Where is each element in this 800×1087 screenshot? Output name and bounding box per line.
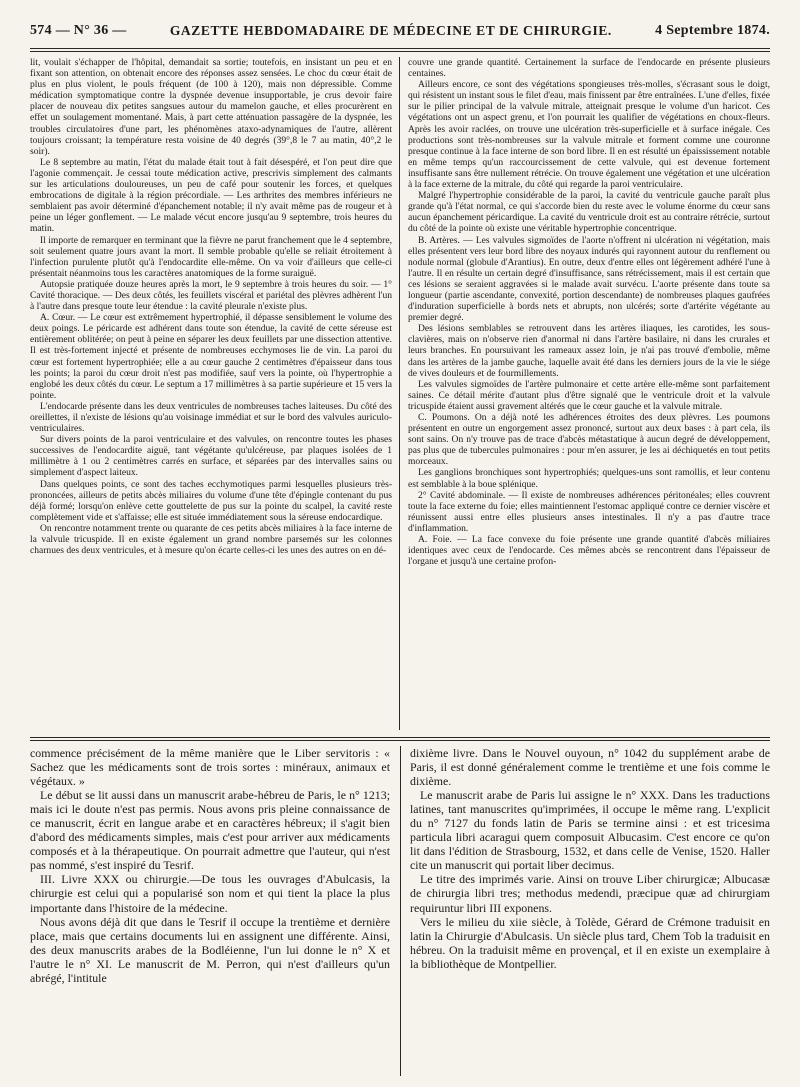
paragraph: Nous avons déjà dit que dans le Tesrif il occupe la trentième et dernière place, mais que certains documents lui en assignent une différente. Ainsi, des deux manuscrits arabes de la Bodléienne, l'un lui donne le n° X et l'autre le n° XI. Le manuscrit de M. Perron, qui n'est d'ailleurs qu'un abrégé, l'intitule bbox=[30, 914, 390, 985]
paragraph: Les ganglions bronchiques sont hypertrophiés; quelques-uns sont ramollis, et leur contenu est semblable à la boue splénique. bbox=[408, 467, 770, 490]
page-number: 574 — N° 36 — bbox=[30, 23, 127, 38]
paragraph: 2° Cavité abdominale. — Il existe de nombreuses adhérences péritonéales; elles couvrent toute la face externe du foie; elles maintiennent l'estomac appliqué contre ce dernier viscère et réunissent aussi entre elles plusieurs anses intestinales. Il n'y a pas d'autre trace d'inflammation. bbox=[408, 489, 770, 534]
paragraph: lit, voulait s'échapper de l'hôpital, demandait sa sortie; toutefois, en insistant un peu et en fixant son attention, on obtenait encore des réponses assez sensées. Le choc du cœur était de plus en plus violent, le pouls fréquent (de 100 à 120), mais non dépressible. Comme médication symptomatique contre la dyspnée devenue insupportable, je crus devoir faire placer de nouveau dix petites sangsues autour du mamelon gauche, et elles procurèrent en effet un soulagement momentané. Mais, à part cette atténuation passagère de la dyspnée, les troubles circulatoires d'une part, les phénomènes ataxo-adynamiques de l'autre, allèrent toujours croissant; la température resta voisine de 40 degrés (39°,8 le 7 au matin, 40°,2 le soir). bbox=[30, 57, 392, 157]
issue-date: 4 Septembre 1874. bbox=[655, 23, 770, 38]
paragraph: A. Foie. — La face convexe du foie présente une grande quantité d'abcès miliaires identiques avec ceux de l'endocarde. Ces mêmes abcès se rencontrent dans l'épaisseur de l'organe et jusqu'à une certaine profon- bbox=[408, 534, 770, 568]
header-rule bbox=[30, 48, 770, 49]
paragraph: III. Livre XXX ou chirurgie.—De tous les ouvrages d'Abulcasis, la chirurgie est celui qui a popularisé son nom et qui tient la place la plus importante dans l'histoire de la médecine. bbox=[30, 872, 390, 915]
paragraph: dixième livre. Dans le Nouvel ouyoun, n° 1042 du supplément arabe de Paris, il est donné généralement comme le trentième et une fois comme le dixième. bbox=[410, 746, 770, 789]
paragraph: Vers le milieu du xiie siècle, à Tolède, Gérard de Crémone traduisit en latin la Chirurgie d'Abulcasis. Un siècle plus tard, Chem Tob la traduisit en hébreu. On la traduisit même en provençal, et il en existe un exemplaire à la bibliothèque de Montpellier. bbox=[410, 914, 770, 971]
paragraph: On rencontre notamment trente ou quarante de ces petits abcès miliaires à la face interne de la valvule tricuspide. Il en existe également un grand nombre parsemés sur les colonnes charnues des deux ventricules, et à mesure qu'on écarte celles-ci les unes des autres on en dé- bbox=[30, 522, 392, 557]
paragraph: A. Cœur. — Le cœur est extrêmement hypertrophié, il dépasse sensiblement le volume des deux poings. Le péricarde est adhérent dans toute son étendue, la cavité de cette séreuse est entièrement oblitérée; on peut à peine en séparer les deux feuillets par une dissection attentive. Il est très-fortement injecté et présente de nombreuses ecchymoses lie de vin. La paroi du cœur est fortement hypertrophiée; elle a au cœur gauche 2 centimètres d'épaisseur dans tous les points; la paroi du cœur droit n'est pas modifiée, sauf vers la pointe, où l'hypertrophie a englobé les deux côtés du cœur. Le septum a 17 millimètres à sa partie supérieure et 15 vers la pointe. bbox=[30, 312, 392, 401]
paragraph: Les valvules sigmoïdes de l'artère pulmonaire et cette artère elle-même sont parfaitement saines. Ce détail mérite d'autant plus d'être signalé que le ventricule droit et la valvule tricuspide étaient aussi gravement altérés que le cœur gauche et la valvule mitrale. bbox=[408, 378, 770, 412]
lower-left-column bbox=[30, 746, 390, 1076]
upper-right-column bbox=[408, 57, 770, 730]
lower-right-column bbox=[410, 746, 770, 1076]
paragraph: Il importe de remarquer en terminant que la fièvre ne parut franchement que le 4 septembre, soit seulement quatre jours avant la mort. Il semble probable qu'elle se reliait étroitement à l'infection purulente plutôt qu'à l'endocardite elle-même. On va voir d'ailleurs que celle-ci présentait néanmoins tous les caractères anatomiques de la forme suraiguë. bbox=[30, 234, 392, 279]
paragraph: couvre une grande quantité. Certainement la surface de l'endocarde en présente plusieurs centaines. bbox=[408, 57, 770, 80]
column-divider bbox=[400, 746, 401, 1076]
paragraph: B. Artères. — Les valvules sigmoïdes de l'aorte n'offrent ni ulcération ni végétation, mais elles présentent vers leur bord libre des noyaux indurés qui rayonnent autour du renflement ou nodule normal (globule d'Arantius). En outre, deux d'entre elles ont légèrement adhéré l'une à l'autre. Il en résulte un certain degré d'insuffisance, sans rétrécissement, mais il est certain que ces lésions se seraient aggravées si le malade avait survécu. L'aorte présente dans toute sa longueur (partie ascendante, convexité, portion descendante) de nombreuses plaques gaufrées d'induration superficielle à bords nets et abrupts, non ulcérés; sorte d'artérite végétante au premier degré. bbox=[408, 234, 770, 324]
header-rule-thin bbox=[30, 51, 770, 52]
paragraph: Le 8 septembre au matin, l'état du malade était tout à fait désespéré, et l'on peut dire que l'agonie commençait. Je cessai toute médication active, prescrivis simplement des calmants sur les articulations douloureuses, un peu de café pour soutenir les forces, et quelques embrocations de digitale à la région précordiale. — Les arthrites des membres inférieurs ne semblaient pas avoir déterminé d'épanchement notable; il n'y avait même pas de rougeur et à peine un léger gonflement. — Le malade vécut encore jusqu'au 9 septembre, trois heures du matin. bbox=[30, 156, 392, 235]
paragraph: Le titre des imprimés varie. Ainsi on trouve Liber chirurgicæ; Albucasæ de chirurgia libri tres; methodus medendi, præcipue quæ ad chirurgiam requiruntur libri III exponens. bbox=[410, 872, 770, 915]
section-rule-thin bbox=[30, 740, 770, 741]
page-header bbox=[30, 16, 770, 46]
upper-left-column bbox=[30, 57, 392, 730]
section-rule bbox=[30, 737, 770, 738]
paragraph: Ailleurs encore, ce sont des végétations spongieuses très-molles, s'écrasant sous le doigt, qui résistent un instant sous le filet d'eau, mais finissent par être entraînées. L'une d'elles, fixée sur le pilier principal de la valvule mitrale, atteignait presque le volume d'un haricot. Ces végétations ont un aspect grenu, et l'on pourrait les qualifier de végétations en choux-fleurs. Après les avoir raclées, on trouve une ulcération très-superficielle et à surface inégale. Ces productions sont très-nombreuses sur la valvule mitrale et forment comme une couronne presque continue à la face interne de son bord libre. Il en est résulté un épaississement notable en même temps qu'un raccourcissement de cette valvule, qui est devenue fortement insuffisante sans être nullement rétrécie. On trouve également une végétation et une ulcération à la face externe de la mitrale, du côté qui regarde la paroi ventriculaire. bbox=[408, 79, 770, 191]
column-divider bbox=[399, 57, 400, 730]
paragraph: Dans quelques points, ce sont des taches ecchymotiques parmi lesquelles plusieurs très-prononcées, ailleurs de petits abcès miliaires du volume d'une tête d'épingle contenant du pus déjà formé; lorsqu'on enlève cette gouttelette de pus sur la pointe du scalpel, la cavité reste complètement vide et s'affaisse; elle est située immédiatement sous la séreuse endocardique. bbox=[30, 478, 392, 523]
paragraph: Le début se lit aussi dans un manuscrit arabe-hébreu de Paris, le n° 1213; mais ici le doute n'est pas permis. Nous avons pris pleine connaissance de ce manuscrit, écrit en langue arabe et en caractères hébreux; il s'agit bien d'abord des médicaments simples, mais c'est pour arriver aux médicaments composés et à la thérapeutique. On pourrait admettre que l'auteur, qui n'est pas nommé, s'est inspiré du Tesrif. bbox=[30, 788, 390, 873]
paragraph: C. Poumons. On a déjà noté les adhérences étroites des deux plèvres. Les poumons présentent en outre un engorgement assez prononcé, surtout aux deux bases : à part cela, ils sont sains. On n'y trouve pas de trace d'abcès métastatique à aucun degré de développement, pas plus que de tubercules pulmonaires : pour m'en assurer, je les ai déchiquetés en tout petits morceaux. bbox=[408, 412, 770, 468]
paragraph: L'endocarde présente dans les deux ventricules de nombreuses taches laiteuses. Du côté des oreillettes, il n'existe de lésions qu'au voisinage immédiat et sur le bord des valvules auriculo-ventriculaires. bbox=[30, 400, 392, 435]
paragraph: Autopsie pratiquée douze heures après la mort, le 9 septembre à trois heures du soir. — 1° Cavité thoracique. — Des deux côtés, les feuillets viscéral et pariétal des plèvres adhèrent l'un à l'autre dans presque toute leur étendue : la cavité pleurale n'existe plus. bbox=[30, 278, 392, 313]
paragraph: Malgré l'hypertrophie considérable de la paroi, la cavité du ventricule gauche paraît plus grande qu'à l'état normal, ce qui s'accorde bien du reste avec le volume énorme du cœur sans aucun épanchement péricardique. La cavité du ventricule droit est au contraire rétrécie, surtout du côté de la pointe où existe une véritable hypertrophie concentrique. bbox=[408, 190, 770, 235]
paragraph: Le manuscrit arabe de Paris lui assigne le n° XXX. Dans les traductions latines, tant manuscrites qu'imprimées, il occupe le même rang. L'explicit du n° 7127 du fonds latin de Paris se termine ainsi : et est tricesima particula libri acaragui quem composuit Albucasim. C'est encore ce qu'on lit dans l'édition de Strasbourg, 1532, et dans celle de Venise, 1520. Haller cite un manuscrit qui portait liber decimus. bbox=[410, 788, 770, 873]
journal-title: GAZETTE HEBDOMADAIRE DE MÉDECINE ET DE CHIRURGIE. bbox=[169, 23, 612, 38]
paragraph: Sur divers points de la paroi ventriculaire et des valvules, on rencontre toutes les phases successives de l'endocardite aiguë, tant végétante qu'ulcéreuse, par plaques isolées de 1 millimètre à 1 ou 2 centimètres carrés en surface, et séparées par des intervalles sains ou simplement d'aspect laiteux. bbox=[30, 434, 392, 479]
paragraph: Des lésions semblables se retrouvent dans les artères iliaques, les carotides, les sous-clavières, mais on n'observe rien d'anormal ni dans l'artère basilaire, ni dans les crurales et leurs branches. En poursuivant les rameaux assez loin, je n'ai pas trouvé d'embolie, même dans les artères de la jambe gauche, laquelle avait été dans les derniers jours de la vie le siége de vives douleurs et de fourmillements. bbox=[408, 323, 770, 379]
paragraph: commence précisément de la même manière que le Liber servitoris : « Sachez que les médicaments sont de trois sortes : minéraux, animaux et végétaux. » bbox=[30, 746, 390, 789]
